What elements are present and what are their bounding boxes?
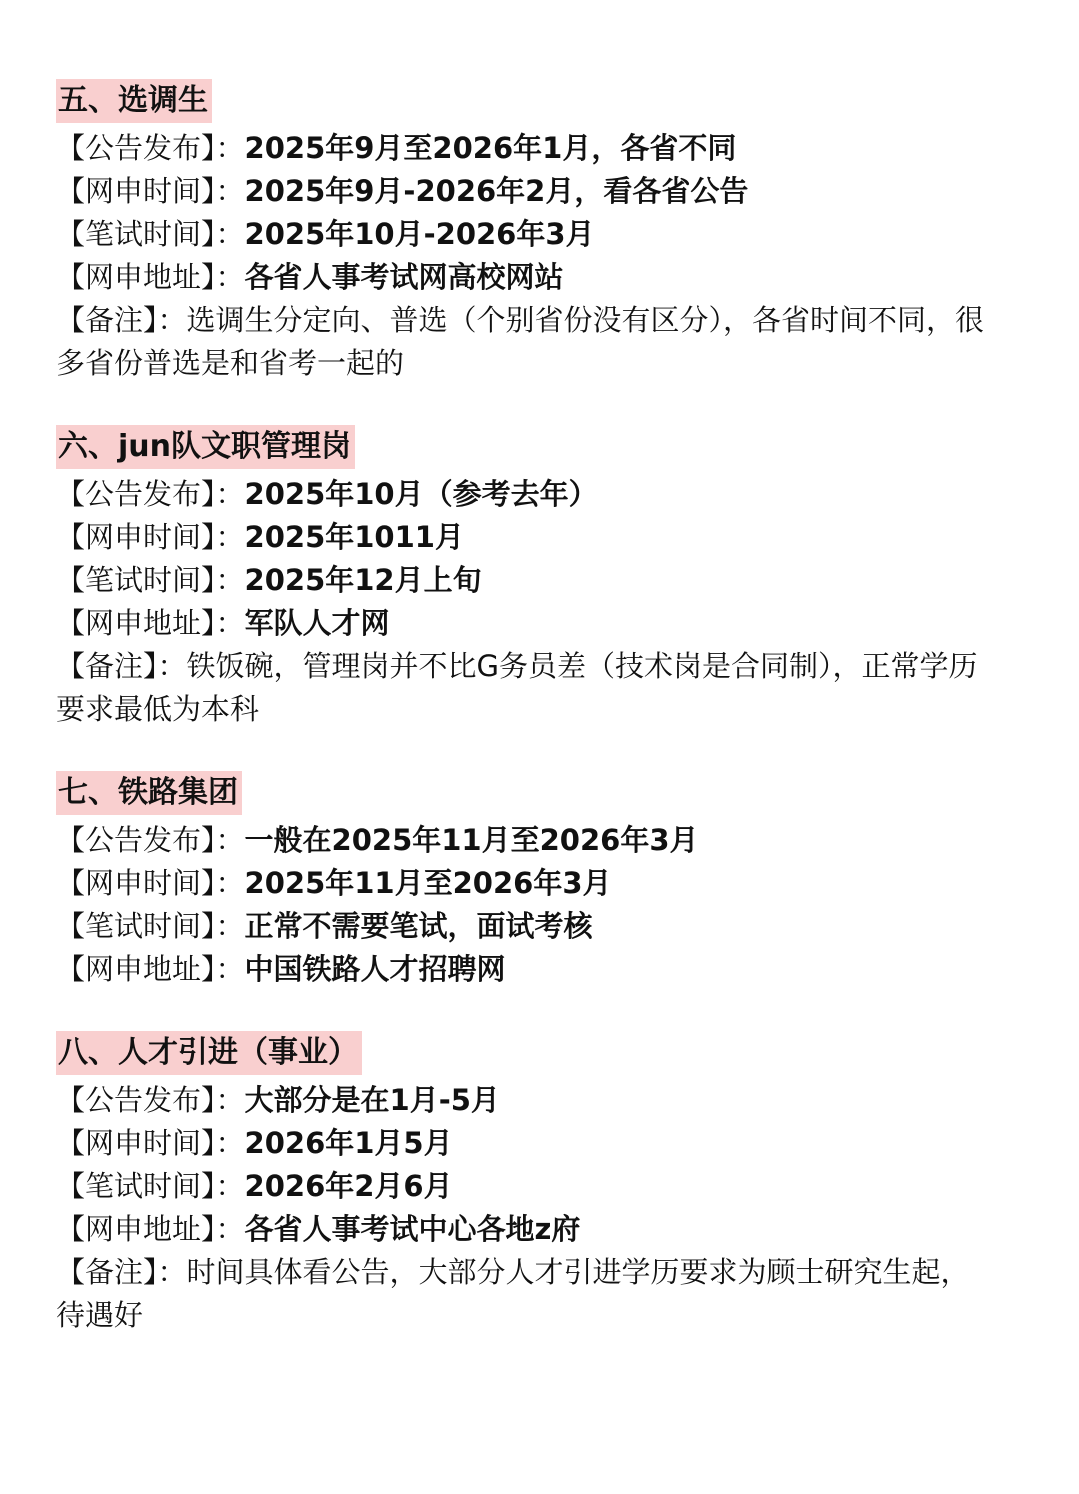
info-row bbox=[56, 1122, 1019, 1165]
note-label: 【备注】 bbox=[56, 649, 158, 683]
row-label: 【公告发布】 bbox=[56, 477, 216, 511]
row-label: 【网申地址】 bbox=[56, 1212, 216, 1246]
info-row bbox=[56, 473, 1019, 516]
section-railway-group bbox=[56, 771, 1019, 991]
row-value: 大部分是在1月-5月 bbox=[244, 1083, 500, 1117]
row-separator: ： bbox=[215, 866, 245, 900]
row-value: 2026年1月5月 bbox=[244, 1126, 453, 1160]
info-row bbox=[56, 127, 1019, 170]
note-value: 时间具体看公告，大部分人才引进学历要求为顾士研究生起，待遇好 bbox=[56, 1255, 970, 1332]
row-separator: ： bbox=[215, 952, 245, 986]
row-value: 中国铁路人才招聘网 bbox=[244, 952, 506, 986]
row-separator: ： bbox=[215, 1126, 245, 1160]
info-row bbox=[56, 1208, 1019, 1251]
note-separator: ： bbox=[157, 303, 187, 337]
info-row bbox=[56, 905, 1019, 948]
row-label: 【网申时间】 bbox=[56, 1126, 216, 1160]
row-separator: ： bbox=[215, 823, 245, 857]
row-label: 【公告发布】 bbox=[56, 823, 216, 857]
info-row bbox=[56, 862, 1019, 905]
info-row bbox=[56, 1165, 1019, 1208]
row-separator: ： bbox=[215, 174, 245, 208]
info-row bbox=[56, 559, 1019, 602]
row-value: 2025年12月上旬 bbox=[244, 563, 482, 597]
section-talent-introduction bbox=[56, 1031, 1019, 1337]
section-army-civilian bbox=[56, 425, 1019, 731]
row-separator: ： bbox=[215, 520, 245, 554]
info-row bbox=[56, 602, 1019, 645]
row-label: 【笔试时间】 bbox=[56, 909, 216, 943]
row-label: 【网申地址】 bbox=[56, 260, 216, 294]
info-row bbox=[56, 256, 1019, 299]
row-label: 【网申时间】 bbox=[56, 520, 216, 554]
note-separator: ： bbox=[157, 1255, 187, 1289]
row-separator: ： bbox=[215, 909, 245, 943]
info-row bbox=[56, 948, 1019, 991]
row-value: 2025年9月至2026年1月，各省不同 bbox=[244, 131, 737, 165]
row-value: 一般在2025年11月至2026年3月 bbox=[244, 823, 699, 857]
row-label: 【笔试时间】 bbox=[56, 217, 216, 251]
info-row bbox=[56, 819, 1019, 862]
row-separator: ： bbox=[215, 131, 245, 165]
row-separator: ： bbox=[215, 1083, 245, 1117]
row-value: 2025年11月至2026年3月 bbox=[244, 866, 612, 900]
info-row bbox=[56, 170, 1019, 213]
section-title: 五、选调生 bbox=[56, 79, 212, 123]
row-value: 2025年1011月 bbox=[244, 520, 464, 554]
row-label: 【笔试时间】 bbox=[56, 563, 216, 597]
row-value: 正常不需要笔试，面试考核 bbox=[244, 909, 593, 943]
row-separator: ： bbox=[215, 217, 245, 251]
info-row bbox=[56, 213, 1019, 256]
row-label: 【公告发布】 bbox=[56, 1083, 216, 1117]
row-separator: ： bbox=[215, 260, 245, 294]
row-separator: ： bbox=[215, 1212, 245, 1246]
section-title: 七、铁路集团 bbox=[56, 771, 242, 815]
section-title: 八、人才引进（事业） bbox=[56, 1031, 362, 1075]
info-row bbox=[56, 516, 1019, 559]
row-separator: ： bbox=[215, 477, 245, 511]
row-separator: ： bbox=[215, 606, 245, 640]
note-row bbox=[56, 645, 986, 731]
row-value: 2025年10月-2026年3月 bbox=[244, 217, 595, 251]
row-separator: ： bbox=[215, 1169, 245, 1203]
row-label: 【笔试时间】 bbox=[56, 1169, 216, 1203]
row-value: 军队人才网 bbox=[244, 606, 390, 640]
note-label: 【备注】 bbox=[56, 303, 158, 337]
note-value: 选调生分定向、普选（个别省份没有区分），各省时间不同，很多省份普选是和省考一起的 bbox=[56, 303, 985, 380]
row-label: 【网申地址】 bbox=[56, 606, 216, 640]
row-label: 【网申地址】 bbox=[56, 952, 216, 986]
row-value: 2025年9月-2026年2月，看各省公告 bbox=[244, 174, 749, 208]
section-title: 六、jun队文职管理岗 bbox=[56, 425, 355, 469]
note-row bbox=[56, 1251, 986, 1337]
note-separator: ： bbox=[157, 649, 187, 683]
row-label: 【网申时间】 bbox=[56, 174, 216, 208]
note-label: 【备注】 bbox=[56, 1255, 158, 1289]
row-separator: ： bbox=[215, 563, 245, 597]
note-value: 铁饭碗，管理岗并不比G务员差（技术岗是合同制），正常学历要求最低为本科 bbox=[56, 649, 978, 726]
row-value: 2026年2月6月 bbox=[244, 1169, 453, 1203]
row-label: 【网申时间】 bbox=[56, 866, 216, 900]
row-value: 各省人事考试网高校网站 bbox=[244, 260, 564, 294]
row-value: 2025年10月（参考去年） bbox=[244, 477, 598, 511]
row-label: 【公告发布】 bbox=[56, 131, 216, 165]
row-value: 各省人事考试中心各地z府 bbox=[244, 1212, 581, 1246]
note-row bbox=[56, 299, 986, 385]
info-row bbox=[56, 1079, 1019, 1122]
section-xuandiaosheng bbox=[56, 79, 1019, 385]
